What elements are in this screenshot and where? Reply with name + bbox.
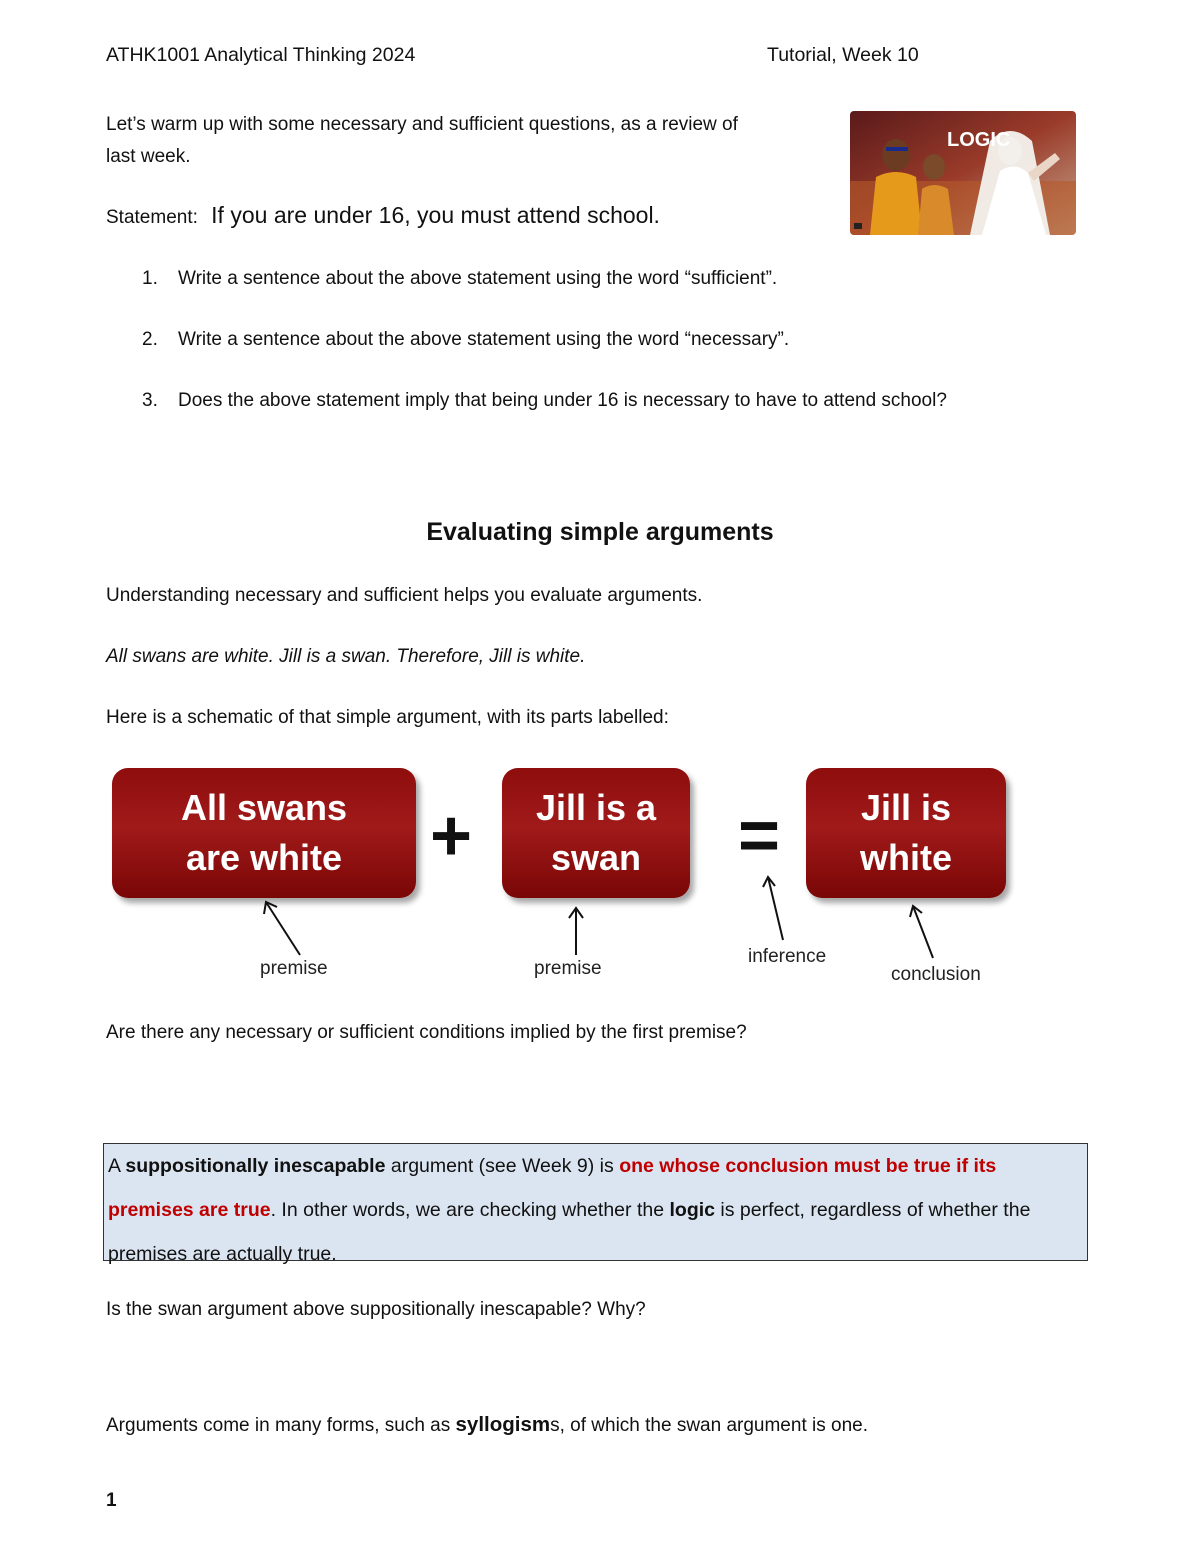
- definition-logic: logic: [669, 1199, 715, 1221]
- question-swan: Is the swan argument above suppositionally inescapable? Why?: [106, 1299, 646, 1320]
- closing-term: syllogism: [455, 1413, 551, 1436]
- page-number: 1: [106, 1490, 117, 1511]
- closing-post: s, of which the swan argument is one.: [550, 1415, 868, 1436]
- definition-end: is perfect, regardless of whether the premises are actually true.: [108, 1199, 1031, 1265]
- definition-mid: argument (see Week 9) is: [390, 1155, 614, 1177]
- label-conclusion: conclusion: [891, 964, 981, 985]
- definition-after: . In other words, we are checking whether the: [270, 1199, 665, 1221]
- question-number: 2.: [142, 329, 158, 350]
- question-number: 3.: [142, 390, 158, 411]
- definition-highlight: one whose conclusion must be true if its premises are true: [108, 1155, 997, 1221]
- question-item: [106, 264, 947, 325]
- equals-sign: =: [738, 796, 781, 876]
- arrow-inference: [763, 877, 783, 940]
- header-left: ATHK1001 Analytical Thinking 2024: [106, 44, 416, 66]
- label-premise-2: premise: [534, 958, 602, 979]
- logic-photo: [850, 111, 1076, 235]
- question-text: Does the above statement imply that being under 16 is necessary to have to attend school?: [178, 390, 947, 411]
- closing-pre: Arguments come in many forms, such as: [106, 1415, 451, 1436]
- question-list: [106, 264, 947, 447]
- statement-label: Statement:: [106, 207, 198, 228]
- plus-sign: +: [430, 796, 473, 876]
- section-title: Evaluating simple arguments: [426, 518, 774, 546]
- question-number: 1.: [142, 268, 158, 289]
- question-item: [106, 325, 947, 386]
- definition-a: A: [108, 1155, 120, 1177]
- section-paragraph-1: Understanding necessary and sufficient helps you evaluate arguments.: [106, 585, 703, 606]
- header-right: Tutorial, Week 10: [767, 44, 919, 66]
- premise-card-1: All swans are white: [112, 768, 416, 898]
- question-text: Write a sentence about the above statement using the word “necessary”.: [178, 329, 790, 350]
- arrow-conclusion: [910, 906, 933, 958]
- premise-card-2: Jill is a swan: [502, 768, 690, 898]
- warmup-line-1: Let’s warm up with some necessary and sufficient questions, as a review of: [106, 114, 738, 135]
- label-inference: inference: [748, 946, 827, 967]
- definition-term: suppositionally inescapable: [125, 1155, 386, 1177]
- section-paragraph-2: Here is a schematic of that simple argument, with its parts labelled:: [106, 707, 669, 728]
- closing-line: [106, 1413, 868, 1437]
- label-premise-1: premise: [260, 958, 328, 979]
- question-item: [106, 386, 947, 447]
- logic-caption: LOGIC: [947, 129, 1011, 151]
- argument-diagram: [100, 760, 1030, 1000]
- statement-line: [106, 202, 660, 229]
- warmup-line-2: last week.: [106, 146, 191, 167]
- question-premise: Are there any necessary or sufficient conditions implied by the first premise?: [106, 1022, 747, 1043]
- arrow-premise-2: [569, 908, 583, 955]
- question-text: Write a sentence about the above statement using the word “sufficient”.: [178, 268, 778, 289]
- conclusion-card: Jill is white: [806, 768, 1006, 898]
- definition-box: [103, 1143, 1088, 1265]
- arrow-premise-1: [264, 902, 300, 955]
- statement-text: If you are under 16, you must attend school.: [211, 202, 660, 228]
- example-argument: All swans are white. Jill is a swan. Therefore, Jill is white.: [106, 646, 586, 667]
